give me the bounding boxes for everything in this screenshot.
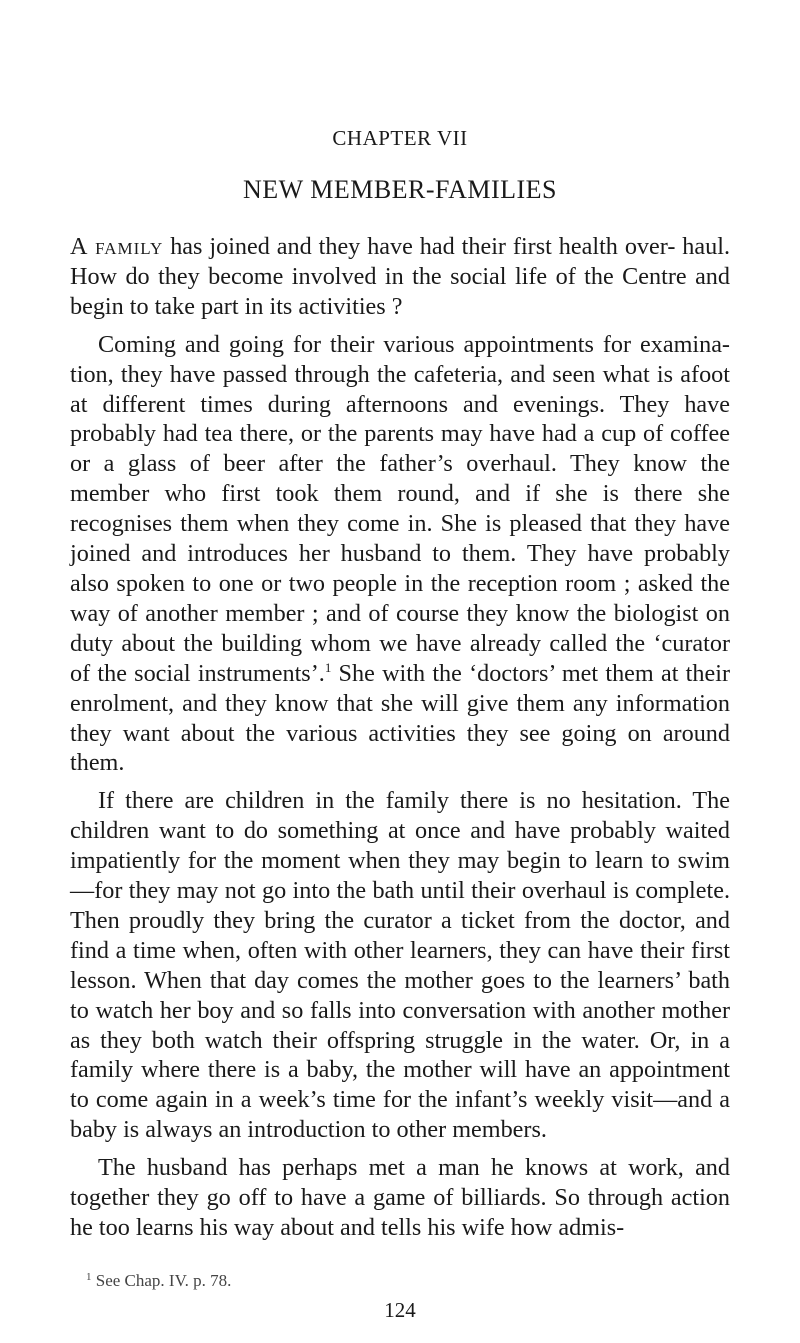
opening-words: A family — [70, 233, 164, 260]
paragraph-2 — [70, 330, 730, 779]
paragraph-3: If there are children in the family there is no hesitation. The children want to do something at once and have probably waited impatiently for the moment when they may begin to learn to swim—for they may not go into the bath until their overhaul is complete. Then proudly they bring the curator a ticket from the doctor, and find a time when, often with other learners, they can have their first lesson. When that day comes the mother goes to the learners’ bath to watch her boy and so falls into conversation with another mother as they both watch their offspring struggle in the water. Or, in a family where there is a baby, the mother will have an appointment to come again in a week’s time for the infant’s weekly visit—and a baby is always an introduction to other members. — [70, 787, 730, 1144]
page-number: 124 — [384, 1298, 416, 1322]
paragraph-4: The husband has perhaps met a man he knows at work, and together they go off to have a game of billiards. So through action he too learns his way about and tells his wife how admis- — [70, 1154, 730, 1241]
footnote — [86, 1271, 726, 1291]
chapter-label: CHAPTER VII — [332, 126, 468, 150]
footnote-reference: 1 — [324, 659, 332, 675]
chapter-title: NEW MEMBER-FAMILIES — [242, 175, 558, 204]
body-text — [70, 232, 730, 1251]
footnote-text: See Chap. IV. p. 78. — [91, 1271, 232, 1290]
paragraph-1-text: has joined and they have had their first health over- haul. How do they become involved in the social life of the Centre and begin to take part in its activities ? — [70, 233, 730, 320]
paragraph-2-text-a: Coming and going for their various appointments for examina- tion, they have passed through the cafeteria, and seen what is afoot at different times during afternoons and evenings. They have probably had tea there, or the parents may have had a cup of coffee or a glass of beer after the father’s overhaul. They know the member who first took them round, and if she is there she recognises them when they come in. She is pleased that they have joined and introduces her husband to them. They have probably also spoken to one or two people in the reception room ; asked the way of another member ; and of course they know the biologist on duty about the building whom we have already called the ‘curator of the social instruments’. — [70, 330, 730, 687]
footnote-marker: 1 — [86, 1271, 92, 1283]
paragraph-2-text-b: She with the ‘doctors’ met them at their enrolment, and they know that she will give them any information they want about the various activities they see going on around them. — [70, 659, 730, 777]
paragraph-1 — [70, 232, 730, 322]
